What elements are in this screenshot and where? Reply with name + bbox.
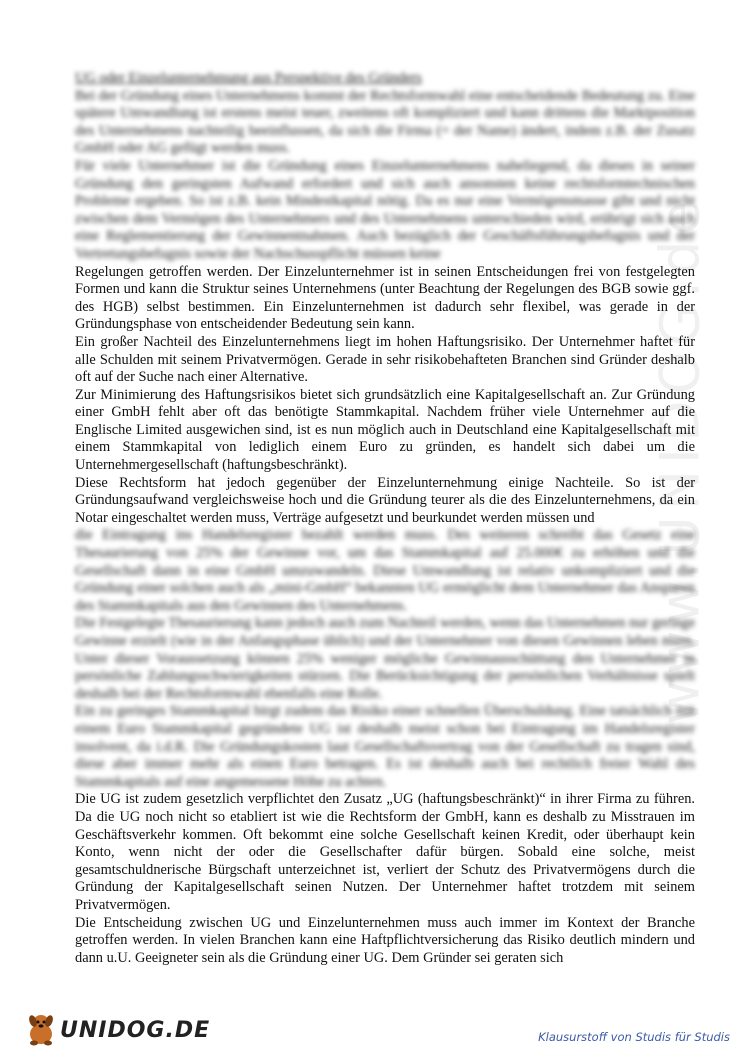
blurred-section-top (75, 70, 695, 264)
document-title: UG oder Einzelunternehmung aus Perspektive des Gründers (75, 70, 422, 86)
paragraph: Regelungen getroffen werden. Der Einzelunternehmer ist in seinen Entscheidungen frei von festgelegten Formen und kann die Struktur seines Unternehmens (unter Beachtung der Regelungen des BGB sowie ggf. des HGB) selbst bestimmen. Ein Einzelunternehmen ist dadurch sehr flexibel, was gerade in der Gründungsphase von entscheidender Bedeutung sein kann. (75, 263, 695, 333)
paragraph: Diese Rechtsform hat jedoch gegenüber der Einzelunternehmung einige Nachteile. So ist der Gründungsaufwand vergleichsweise hoch und die Gründung teurer als die des Einzelunternehmens, da ein Notar eingeschaltet werden muss, Verträge aufgesetzt und beurkundet werden müssen und (75, 474, 695, 526)
paragraph: Die Festgelegte Thesaurierung kann jedoch auch zum Nachteil werden, wenn das Unternehmen nur geringe Gewinne erzielt (wie in der Anfangsphase üblich) und der Unternehmer von diesen Gewinnen leben muss. Unter dieser Voraussetzung können 25% weniger mögliche Gewinnausschüttung den Unternehmer in persönliche Zahlungsschwierigkeiten stürzen. Die Berücksichtigung der persönlichen Verhältnisse spielt deshalb bei der Rechtsformwahl ebenfalls eine Rolle. (75, 615, 695, 702)
blurred-section-middle (75, 527, 695, 791)
paragraph: Die UG ist zudem gesetzlich verpflichtet den Zusatz „UG (haftungsbeschränkt)“ in ihrer Firma zu führen. Da die UG noch nicht so etabliert ist wie die Rechtsform der GmbH, kann es deshalb zu Misstrauen im Geschäftsverkehr kommen. Oft bekommt eine solche Gesellschaft keinen Kredit, oder überhaupt kein Konto, wenn nicht der oder die Gesellschafter dafür bürgen. Sobald eine solche, meist gesamtschuldnerische Bürgschaft unterzeichnet ist, verliert der Schutz des Privatvermögens durch die Gründung der Kapitalgesellschaft seinen Nutzen. Der Unternehmer haftet trotzdem mit seinem Privatvermögen. (75, 791, 695, 913)
clear-section-2 (75, 791, 695, 967)
dog-icon (24, 1012, 58, 1048)
paragraph: Die Entscheidung zwischen UG und Einzelunternehmen muss auch immer im Kontext der Branche getroffen werden. In vielen Branchen kann eine Haftpflichtversicherung das Risiko deutlich mindern und dann u.U. Geeigneter sein als die Gründung einer UG. Dem Gründer sei geraten sich (75, 914, 695, 966)
paragraph: die Eintragung ins Handelsregister bezahlt werden muss. Des weiteren schreibt das Gesetz eine Thesaurierung von 25% der Gewinne vor, um das Stammkapital auf 25.000€ zu erhöhen und die Gesellschaft dann in eine GmbH umzuwandeln. Diese Umwandlung ist relativ unkompliziert und die Gründung einer solchen auch als „mini-GmbH“ bekannten UG ermöglicht dem Unternehmer das Ansparen des Stammkapitals aus den Gewinnen des Unternehmens. (75, 527, 695, 614)
clear-section-1 (75, 264, 695, 528)
watermark: www.UNIDOG.de (648, 195, 712, 725)
paragraph: Ein zu geringes Stammkapital birgt zudem das Risiko einer schnellen Überschuldung. Eine tatsächlich mit einem Euro Stammkapital gegründete UG ist deshalb meist schon bei Eintragung im Handelsregister insolvent, da i.d.R. Die Gründungskosten laut Gesellschaftsvertrag von der Gesellschaft zu tragen sind, diese aber immer mehr als einen Euro betragen. Es ist deshalb auch bei rechtlich freier Wahl des Stammkapitals auf eine angemessene Höhe zu achten. (75, 703, 695, 790)
unidog-logo[interactable] (24, 1010, 210, 1050)
paragraph: Zur Minimierung des Haftungsrisikos bietet sich grundsätzlich eine Kapitalgesellschaft an. Zur Gründung einer GmbH fehlt aber oft das benötigte Stammkapital. Nachdem früher viele Unternehmer auf die Englische Limited ausgewichen sind, ist es nun möglich auch in Deutschland eine Kapitalgesellschaft mit einem Stammkapital von lediglich einem Euro zu gründen, es handelt sich dabei um die Unternehmergesellschaft (haftungsbeschränkt). (75, 386, 695, 474)
footer-tagline: Klausurstoff von Studis für Studis (538, 1030, 730, 1044)
document-body (75, 70, 695, 967)
paragraph: Bei der Gründung eines Unternehmens kommt der Rechtsformwahl eine entscheidende Bedeutung zu. Eine spätere Umwandlung ist erstens meist teuer, zweitens oft kompliziert und kann drittens die Marktposition des Unternehmens nachteilig beeinflussen, da sich die Firma (= der Name) ändert, indem z.B. der Zusatz GmbH oder AG gefügt werden muss. (75, 87, 695, 157)
paragraph: Ein großer Nachteil des Einzelunternehmens liegt im hohen Haftungsrisiko. Der Unternehmer haftet für alle Schulden mit seinem Privatvermögen. Gerade in sehr risikobehafteten Branchen sind Gründer deshalb oft auf der Suche nach einer Alternative. (75, 333, 695, 386)
paragraph: Für viele Unternehmer ist die Gründung eines Einzelunternehmens naheliegend, da dieses in seiner Gründung den geringsten Aufwand erfordert und sich auch ansonsten keine rechtsformtechnischen Probleme ergeben. So ist z.B. kein Mindestkapital nötig. Da es nur eine Vermögensmasse gibt und nicht zwischen dem Vermögen des Unternehmers und des Unternehmens unterschieden wird, erübrigt sich auch eine Reglementierung der Gewinnentnahmen. Auch bezüglich der Geschäftsführungsbefugnis und der Vertretungsbefugnis sowie der Nachschusspflicht müssen keine (75, 157, 695, 262)
logo-text: UNIDOG.DE (60, 1017, 211, 1043)
